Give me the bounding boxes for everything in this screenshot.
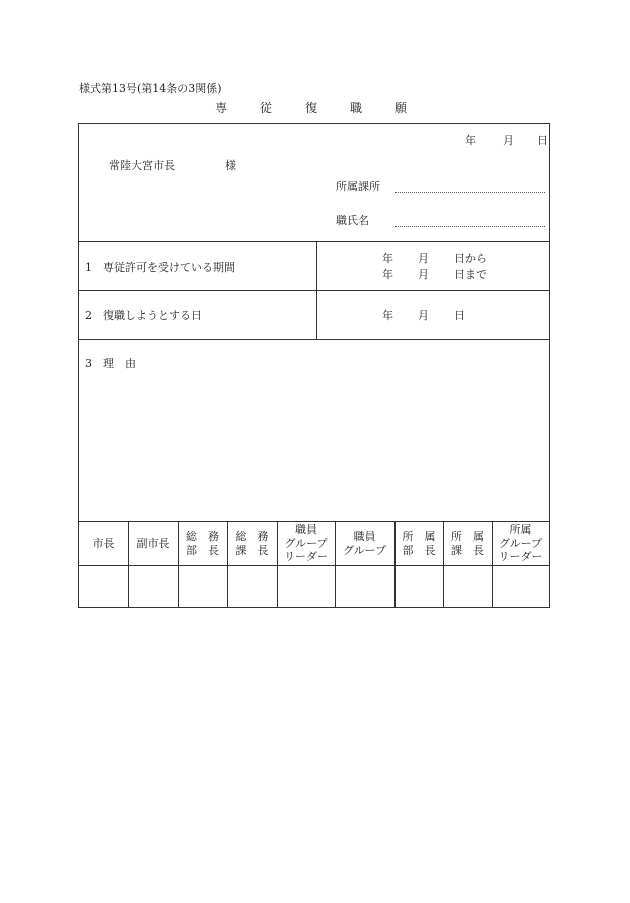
- approval-header-dept-group-leader: [492, 522, 549, 565]
- period-end-month: 月: [418, 268, 429, 281]
- date-month-label: 月: [503, 134, 514, 147]
- period-start-year: 年: [382, 252, 393, 265]
- divider: [79, 339, 549, 340]
- approval-header-staff-group-leader: [277, 522, 335, 565]
- approval-stamp-cell[interactable]: [178, 566, 227, 607]
- approval-header-mayor: [79, 522, 128, 565]
- period-start-day: 日から: [454, 252, 487, 265]
- honorific: 様: [225, 159, 236, 172]
- application-date: [465, 135, 548, 146]
- department-label: 所属課所: [336, 180, 380, 193]
- divider: [79, 290, 549, 291]
- period-end-day: 日まで: [454, 268, 487, 281]
- approval-header-line: 部 長: [186, 543, 219, 557]
- item-3-label: 理 由: [103, 357, 136, 370]
- item-1-number: 1: [85, 261, 92, 274]
- return-year: 年: [382, 309, 393, 322]
- title-char: 専: [215, 101, 228, 115]
- approval-header-line: 所 属: [402, 529, 436, 543]
- divider: [79, 241, 549, 242]
- period-start: [382, 253, 487, 264]
- approval-header-line: グループ: [342, 543, 387, 557]
- form-number: 様式第13号(第14条の3関係): [79, 82, 222, 95]
- approval-header-dept-manager: [443, 522, 492, 565]
- item-2-number: 2: [85, 309, 92, 322]
- item-3-number: 3: [85, 357, 92, 370]
- approval-header-line: リーダー: [498, 550, 543, 564]
- approval-stamp-cell[interactable]: [395, 566, 443, 607]
- approval-stamp-cell[interactable]: [227, 566, 277, 607]
- approval-header-line: 職員: [353, 529, 376, 543]
- approval-stamp-cell[interactable]: [443, 566, 492, 607]
- approval-header-line: グループ: [498, 536, 543, 550]
- date-year-label: 年: [465, 134, 476, 147]
- approval-header-line: 課 長: [451, 543, 484, 557]
- period-end: [382, 269, 487, 280]
- approval-header-line: 市長: [92, 536, 115, 550]
- approval-header-deputy-mayor: [128, 522, 178, 565]
- approval-header-line: 部 長: [402, 543, 436, 557]
- approval-stamp-cell[interactable]: [335, 566, 394, 607]
- approval-header-line: 所属: [509, 522, 532, 536]
- title-char: 職: [350, 101, 363, 115]
- return-day: 日: [454, 309, 465, 322]
- item-2-label: 復職しようとする日: [103, 309, 202, 322]
- approval-header-line: 総 務: [235, 529, 269, 543]
- item-1-label: 専従許可を受けている期間: [103, 261, 235, 274]
- approval-header-line: リーダー: [284, 550, 328, 564]
- department-field-line[interactable]: [395, 192, 545, 193]
- title-char: 復: [305, 101, 318, 115]
- approval-header-staff-group: [335, 522, 394, 565]
- approval-stamp-cell[interactable]: [79, 566, 128, 607]
- approval-header-line: 職員: [295, 522, 317, 536]
- approval-stamp-cell[interactable]: [128, 566, 178, 607]
- return-date: [382, 310, 465, 321]
- approval-header-dept-director: [395, 522, 443, 565]
- title-char: 従: [260, 101, 273, 115]
- title-char: 願: [395, 101, 408, 115]
- approval-header-line: グループ: [284, 536, 328, 550]
- period-end-year: 年: [382, 268, 393, 281]
- approval-header-line: 副市長: [136, 536, 170, 550]
- name-field-line[interactable]: [395, 226, 545, 227]
- approval-stamp-cell[interactable]: [277, 566, 335, 607]
- approval-header-line: 所 属: [451, 529, 484, 543]
- period-start-month: 月: [418, 252, 429, 265]
- approval-header-line: 課 長: [235, 543, 269, 557]
- return-month: 月: [418, 309, 429, 322]
- form-frame: [78, 123, 550, 608]
- approval-header-line: 総 務: [186, 529, 219, 543]
- name-label: 職氏名: [336, 214, 369, 227]
- date-day-label: 日: [537, 134, 548, 147]
- approval-header-general-affairs-director: [178, 522, 227, 565]
- approval-header-general-affairs-manager: [227, 522, 277, 565]
- approval-stamp-cell[interactable]: [492, 566, 549, 607]
- addressee: 常陸大宮市長: [109, 159, 175, 172]
- form-title: [215, 99, 440, 116]
